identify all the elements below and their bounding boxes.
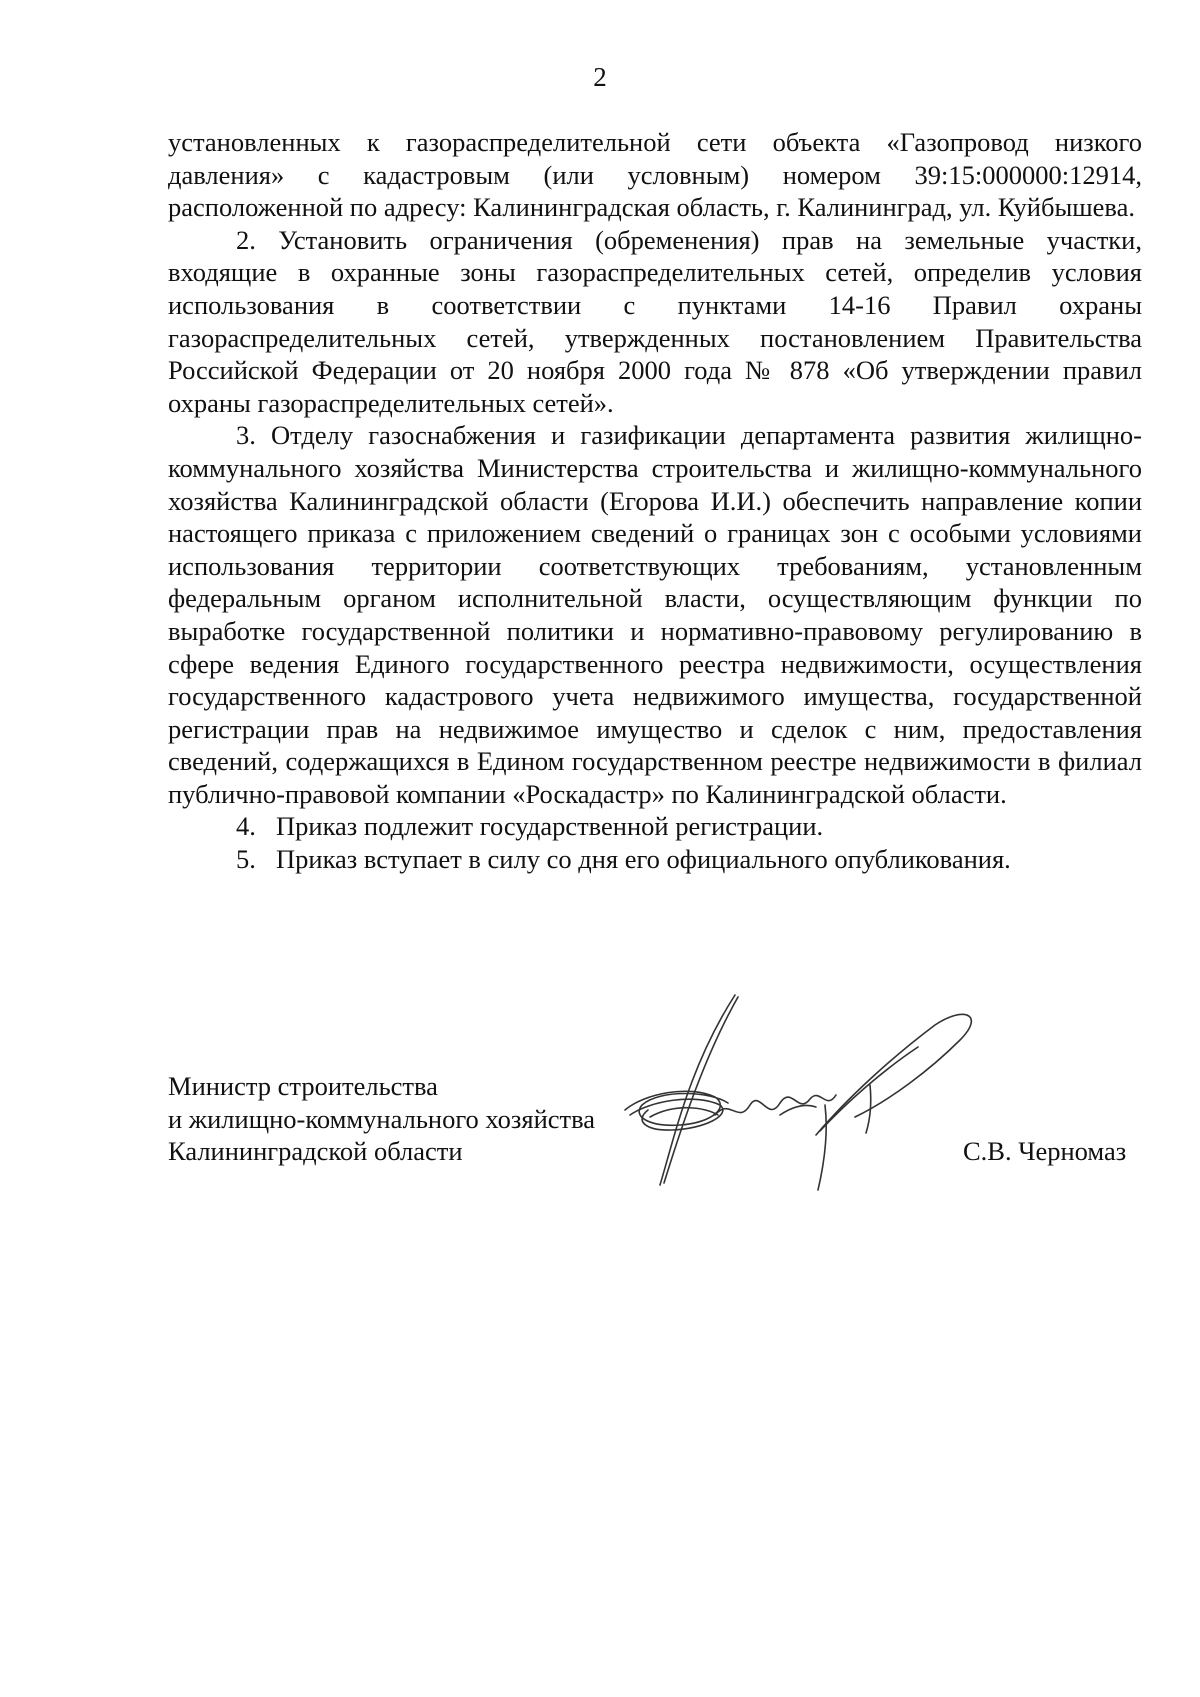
list-item-number: 4.	[236, 811, 256, 842]
paragraph-1-continuation: установленных к газораспределительной сети объекта «Газопровод низкого давления» с кадастровым (или условным) номером 39:15:000000:12914, расположенной по адресу: Калининградская область, г. Калининград, ул. Куйбышева.	[168, 127, 1142, 223]
signer-title-line: Калининградской области	[168, 1136, 463, 1167]
signer-title-line: Министр строительства	[168, 1071, 438, 1101]
signer-title-block	[168, 1070, 595, 1168]
list-item-text: Приказ вступает в силу со дня его официального опубликования.	[276, 844, 1011, 875]
document-body	[168, 126, 1142, 876]
page-number: 2	[593, 62, 607, 92]
list-item-4	[168, 810, 1142, 843]
list-item-text: Приказ подлежит государственной регистрации.	[276, 811, 824, 842]
list-item-number: 5.	[236, 844, 256, 875]
handwritten-signature	[620, 985, 1020, 1195]
signer-name: С.В. Черномаз	[963, 1136, 1127, 1166]
paragraph-2: 2. Установить ограничения (обременения) прав на земельные участки, входящие в охранные зоны газораспределительных сетей, определив условия использования в соответствии с пунктами 14-16 Правил охраны газораспределительных сетей, утвержденных постановлением Правительства Российской Федерации от 20 ноября 2000 года № 878 «Об утверждении правил охраны газораспределительных сетей».	[168, 224, 1142, 418]
list-item-5	[168, 843, 1142, 876]
paragraph-3: 3. Отделу газоснабжения и газификации департамента развития жилищно-коммунального хозяйства Министерства строительства и жилищно-коммунального хозяйства Калининградской области (Егорова И.И.) обеспечить направление копии настоящего приказа с приложением сведений о границах зон с особыми условиями использования территории соответствующих требованиям, установленным федеральным органом исполнительной власти, осуществляющим функции по выработке государственной политики и нормативно-правовому регулированию в сфере ведения Единого государственного реестра недвижимости, осуществления государственного кадастрового учета недвижимого имущества, государственной регистрации прав на недвижимое имущество и сделок с ним, предоставления сведений, содержащихся в Едином государственном реестре недвижимости в филиал публично-правовой компании «Роскадастр» по Калининградской области.	[168, 420, 1142, 809]
signer-title-line: и жилищно-коммунального хозяйства	[168, 1103, 596, 1134]
